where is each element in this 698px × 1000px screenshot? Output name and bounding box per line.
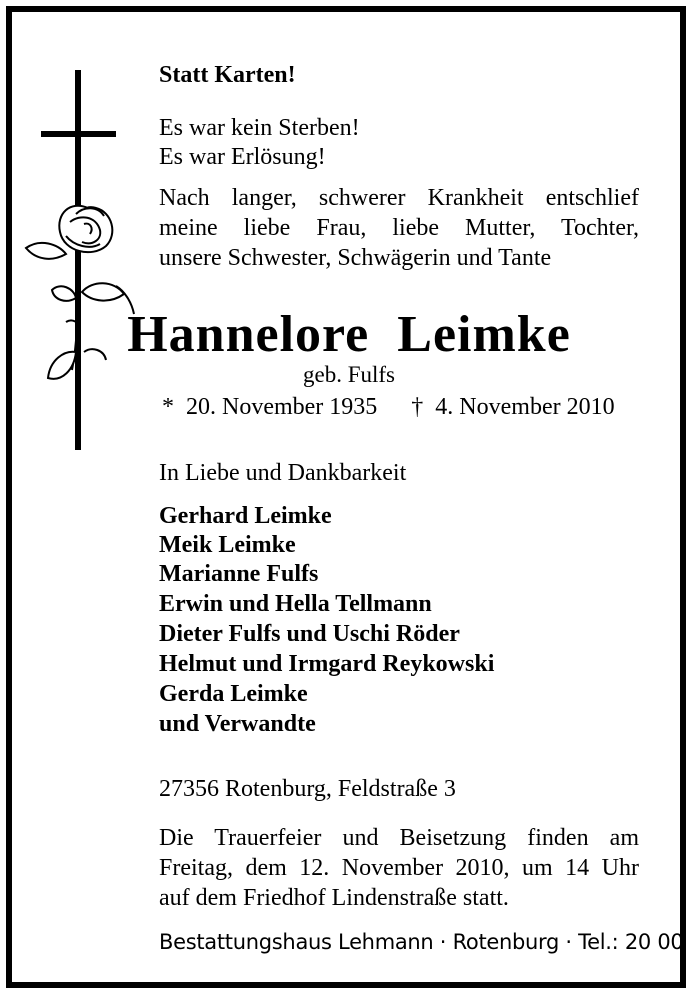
service-text [159, 823, 639, 913]
service-line-2: Freitag, dem 12. November 2010, um 14 Uhr [159, 855, 639, 881]
birth-date: 20. November 1935 [186, 394, 378, 420]
death-symbol: † [411, 394, 424, 420]
birth-symbol: * [162, 394, 174, 420]
service-line-1: Die Trauerfeier und Beisetzung finden am [159, 825, 639, 851]
funeral-home-footer: Bestattungshaus Lehmann · Rotenburg · Tel.: 20 00 [159, 930, 684, 954]
mourner: Gerhard Leimke [159, 503, 332, 529]
intro-line-1: Nach langer, schwerer Krankheit entschlief [159, 185, 639, 211]
mourner: Erwin und Hella Tellmann [159, 591, 432, 617]
intro-line-3: unsere Schwester, Schwägerin und Tante [159, 245, 552, 271]
motto-line-2: Es war Erlösung! [159, 144, 326, 170]
heading: Statt Karten! [159, 62, 296, 88]
mourner: Meik Leimke [159, 532, 296, 558]
mourner: Gerda Leimke [159, 681, 308, 707]
death-date: 4. November 2010 [435, 394, 615, 420]
maiden-name: geb. Fulfs [303, 362, 395, 387]
mourner: Helmut und Irmgard Reykowski [159, 651, 495, 677]
dedication: In Liebe und Dankbarkeit [159, 460, 407, 486]
deceased-name: Hannelore Leimke [127, 306, 571, 363]
intro-text [159, 183, 639, 273]
mourner: Dieter Fulfs und Uschi Röder [159, 621, 460, 647]
intro-line-2: meine liebe Frau, liebe Mutter, Tochter, [159, 215, 639, 241]
life-dates [162, 394, 615, 421]
motto-line-1: Es war kein Sterben! [159, 115, 360, 141]
mourner: und Verwandte [159, 711, 316, 737]
mourner: Marianne Fulfs [159, 561, 319, 587]
service-line-3: auf dem Friedhof Lindenstraße statt. [159, 885, 509, 911]
address: 27356 Rotenburg, Feldstraße 3 [159, 776, 456, 802]
